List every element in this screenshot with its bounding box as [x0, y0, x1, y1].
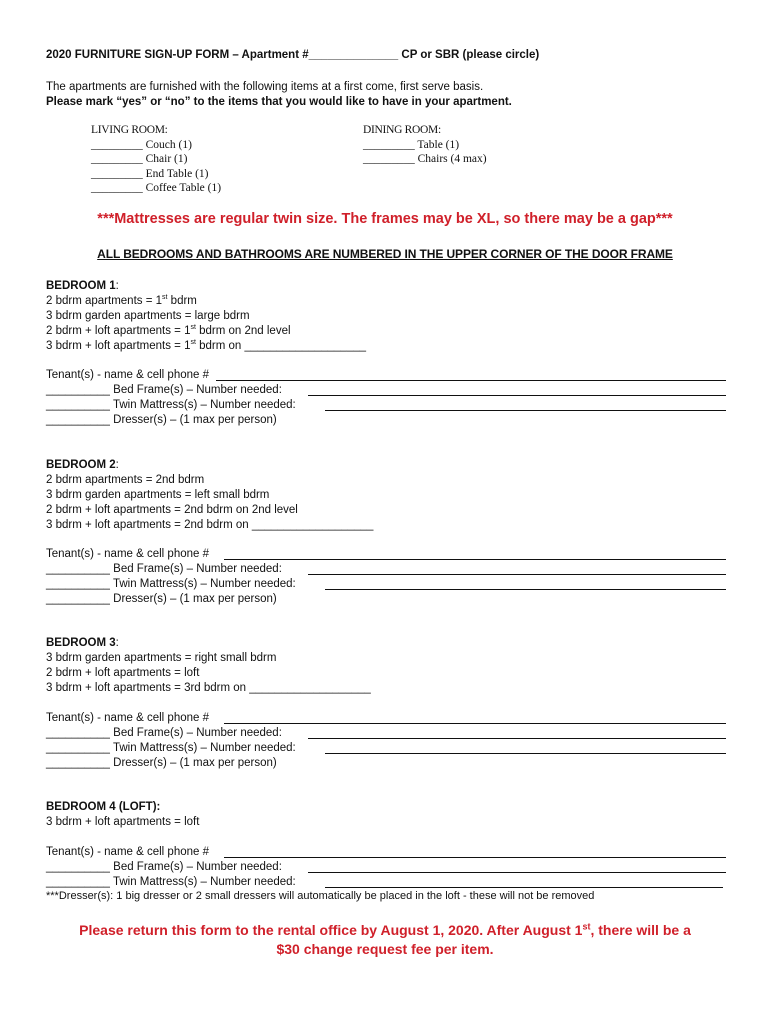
numbering-notice: ALL BEDROOMS AND BATHROOMS ARE NUMBERED IN THE UPPER CORNER OF THE DOOR FRAME: [97, 247, 673, 261]
living-room-chair[interactable]: _________ Chair (1): [91, 153, 188, 165]
bedroom2-line-3: 2 bdrm + loft apartments = 2nd bdrm on 2nd level: [46, 504, 298, 516]
bedroom3-bed-frames-label[interactable]: __________ Bed Frame(s) – Number needed:: [46, 727, 282, 739]
bedroom1-mattresses-field[interactable]: [325, 410, 726, 411]
bedroom3-mattresses-label[interactable]: __________ Twin Mattress(s) – Number needed:: [46, 742, 296, 754]
return-notice-text: Please return this form to the rental office by August 1, 2020. After August 1: [79, 922, 583, 938]
bedroom3-bed-frames-field[interactable]: [308, 738, 726, 739]
title-suffix: CP or SBR (please circle): [398, 49, 540, 61]
bedroom1-mattresses-label[interactable]: __________ Twin Mattress(s) – Number needed:: [46, 399, 296, 411]
bedroom4-heading: BEDROOM 4 (LOFT):: [46, 801, 161, 813]
bedroom1-line-1-end: bdrm: [167, 295, 197, 307]
bedroom2-line-1: 2 bdrm apartments = 2nd bdrm: [46, 474, 205, 486]
bedroom2-mattresses-field[interactable]: [325, 589, 726, 590]
bedroom1-colon: :: [115, 280, 119, 292]
bedroom2-dressers-label[interactable]: __________ Dresser(s) – (1 max per person): [46, 593, 277, 605]
bedroom4-dresser-note: ***Dresser(s): 1 big dresser or 2 small dressers will automatically be placed in the loft - these will not be removed: [46, 890, 595, 902]
bedroom1-heading: [46, 279, 119, 293]
bedroom2-heading: [46, 458, 119, 472]
bedroom1-line-3-text: 2 bdrm + loft apartments = 1: [46, 325, 191, 337]
intro-line-1: The apartments are furnished with the following items at a first come, first serve basis.: [46, 81, 484, 93]
living-room-heading: LIVING ROOM:: [91, 124, 168, 136]
bedroom1-bed-frames-field[interactable]: [308, 395, 726, 396]
dining-room-heading: DINING ROOM:: [363, 124, 441, 136]
return-notice-line-2: $30 change request fee per item.: [276, 941, 494, 957]
living-room-couch[interactable]: _________ Couch (1): [91, 138, 192, 151]
bedroom3-heading: [46, 636, 119, 650]
bedroom3-tenant-field[interactable]: [224, 723, 726, 724]
bedroom1-line-4: [46, 339, 366, 353]
bedroom3-line-2: 2 bdrm + loft apartments = loft: [46, 667, 200, 679]
intro-line-2: Please mark “yes” or “no” to the items that you would like to have in your apartment.: [46, 96, 512, 108]
return-notice-text-end: , there will be a: [590, 922, 691, 938]
superscript: st: [190, 339, 196, 347]
bedroom3-dressers-label[interactable]: __________ Dresser(s) – (1 max per person): [46, 757, 277, 769]
bedroom4-bed-frames-label[interactable]: __________ Bed Frame(s) – Number needed:: [46, 861, 282, 873]
dining-room-table[interactable]: _________ Table (1): [363, 138, 460, 151]
bedroom1-bed-frames-label[interactable]: __________ Bed Frame(s) – Number needed:: [46, 384, 282, 396]
superscript: st: [190, 324, 196, 332]
bedroom3-mattresses-field[interactable]: [325, 753, 726, 754]
bedroom1-line-4-end[interactable]: bdrm on ___________________: [195, 340, 367, 352]
bedroom1-title: BEDROOM 1: [46, 280, 116, 292]
bedroom4-bed-frames-field[interactable]: [308, 872, 726, 873]
bedroom4-mattresses-label[interactable]: __________ Twin Mattress(s) – Number needed:: [46, 876, 296, 888]
title-text: 2020 FURNITURE SIGN-UP FORM – Apartment #: [46, 49, 309, 61]
bedroom4-tenant-label: Tenant(s) - name & cell phone #: [46, 846, 210, 858]
bedroom2-line-2: 3 bdrm garden apartments = left small bdrm: [46, 489, 270, 501]
bedroom1-line-1: [46, 294, 197, 308]
bedroom2-tenant-field[interactable]: [224, 559, 726, 560]
dining-room-section: [363, 123, 487, 167]
living-room-section: [91, 123, 221, 196]
bedroom2-mattresses-label[interactable]: __________ Twin Mattress(s) – Number needed:: [46, 578, 296, 590]
bedroom1-line-3: [46, 324, 291, 338]
bedroom3-title: BEDROOM 3: [46, 637, 116, 649]
bedroom2-title: BEDROOM 2: [46, 459, 116, 471]
bedroom1-line-4-text: 3 bdrm + loft apartments = 1: [46, 340, 191, 352]
bedroom3-line-3[interactable]: 3 bdrm + loft apartments = 3rd bdrm on ___________________: [46, 682, 371, 694]
living-room-end-table[interactable]: _________ End Table (1): [91, 167, 209, 180]
living-room-coffee-table[interactable]: _________ Coffee Table (1): [91, 182, 222, 194]
form-title: [46, 48, 539, 62]
bedroom4-tenant-field[interactable]: [224, 857, 726, 858]
mattress-notice: ***Mattresses are regular twin size. The frames may be XL, so there may be a gap***: [97, 211, 673, 227]
bedroom2-tenant-label: Tenant(s) - name & cell phone #: [46, 548, 210, 560]
bedroom3-tenant-label: Tenant(s) - name & cell phone #: [46, 712, 210, 724]
bedroom4-line-1: 3 bdrm + loft apartments = loft: [46, 816, 200, 828]
bedroom2-bed-frames-field[interactable]: [308, 574, 726, 575]
dining-room-chairs[interactable]: _________ Chairs (4 max): [363, 153, 487, 165]
bedroom2-line-4[interactable]: 3 bdrm + loft apartments = 2nd bdrm on ___________________: [46, 519, 374, 531]
bedroom3-colon: :: [115, 637, 119, 649]
bedroom1-dressers-label[interactable]: __________ Dresser(s) – (1 max per person): [46, 414, 277, 426]
bedroom3-line-1: 3 bdrm garden apartments = right small bdrm: [46, 652, 277, 664]
bedroom1-tenant-field[interactable]: [216, 380, 726, 381]
bedroom2-colon: :: [115, 459, 119, 471]
bedroom2-bed-frames-label[interactable]: __________ Bed Frame(s) – Number needed:: [46, 563, 282, 575]
bedroom1-line-1-text: 2 bdrm apartments = 1: [46, 295, 163, 307]
bedroom1-tenant-label: Tenant(s) - name & cell phone #: [46, 369, 210, 381]
bedroom1-line-3-end: bdrm on 2nd level: [195, 325, 291, 337]
apartment-number-blank[interactable]: ______________: [308, 49, 399, 61]
superscript: st: [162, 294, 168, 302]
bedroom1-line-2: 3 bdrm garden apartments = large bdrm: [46, 310, 250, 322]
superscript: st: [582, 921, 591, 932]
bedroom4-mattresses-field[interactable]: [325, 887, 723, 888]
return-notice-line-1: [0, 921, 770, 939]
